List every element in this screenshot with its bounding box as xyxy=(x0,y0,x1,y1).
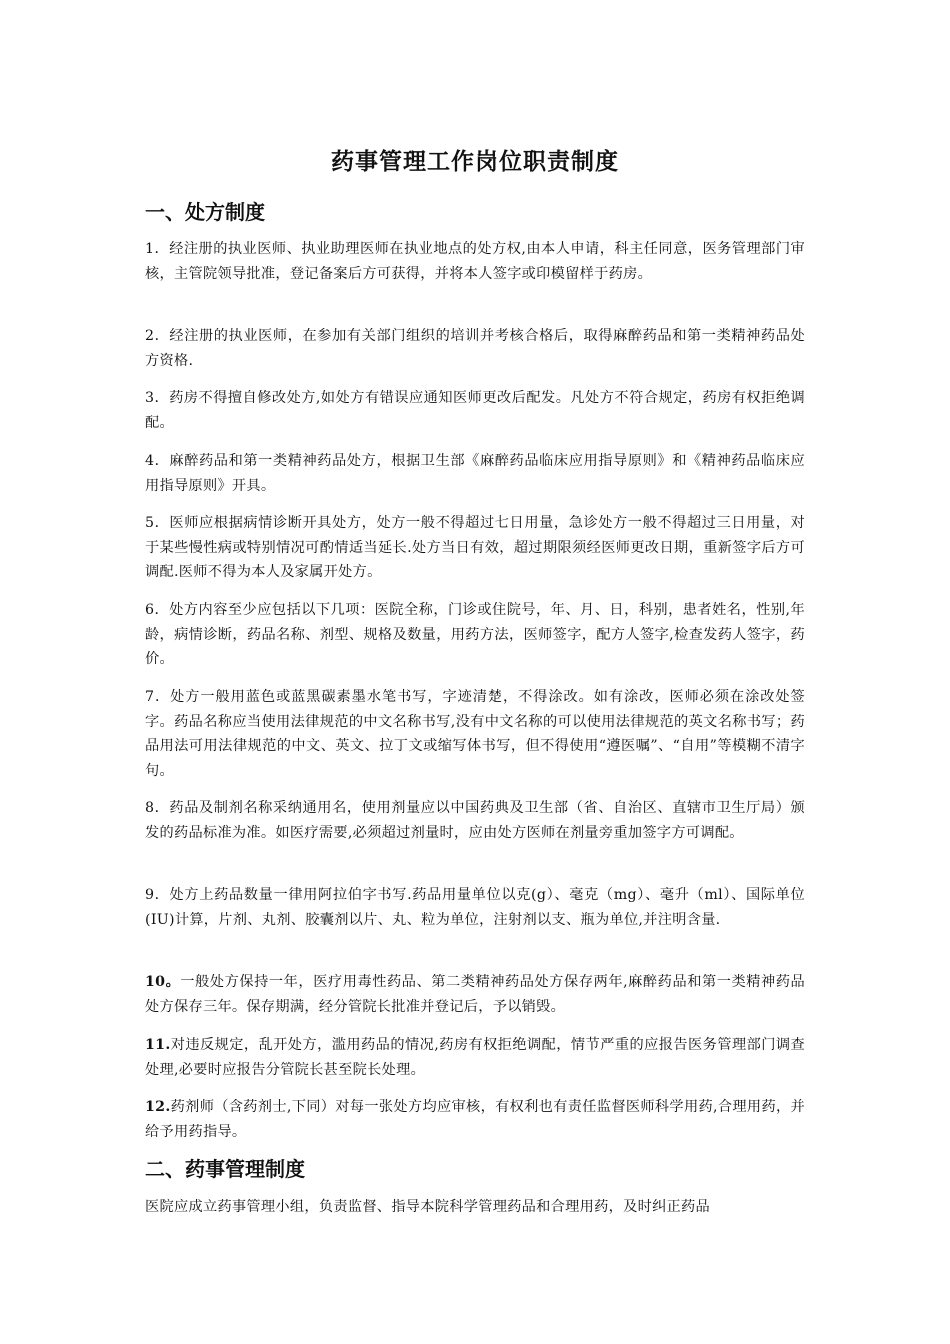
paragraph-item-5 xyxy=(145,511,805,585)
item-number: 3． xyxy=(145,390,170,406)
paragraph-item-7 xyxy=(145,685,805,783)
paragraph-intro: 医院应成立药事管理小组，负责监督、指导本院科学管理药品和合理用药，及时纠正药品 xyxy=(145,1199,711,1215)
item-number: 8． xyxy=(145,800,170,816)
item-text: 对违反规定，乱开处方，滥用药品的情况,药房有权拒绝调配，情节严重的应报告医务管理部门调查处理,必要时应报告分管院长甚至院长处理。 xyxy=(145,1037,805,1078)
item-number: 12. xyxy=(145,1099,171,1115)
paragraph-item-1 xyxy=(145,237,805,286)
section-heading-pharmacy-management: 二、药事管理制度 xyxy=(145,1157,305,1181)
item-number: 7． xyxy=(145,689,171,705)
item-number: 9． xyxy=(145,887,170,903)
item-text: 药剂师（含药剂士,下同）对每一张处方均应审核，有权利也有责任监督医师科学用药,合理用药，并给予用药指导。 xyxy=(145,1099,805,1140)
paragraph-item-8 xyxy=(145,796,805,845)
item-text: 药房不得擅自修改处方,如处方有错误应通知医师更改后配发。凡处方不符合规定，药房有权拒绝调配。 xyxy=(145,390,805,431)
item-text: 处方一般用蓝色或蓝黑碳素墨水笔书写，字迹清楚，不得涂改。如有涂改，医师必须在涂改处签字。药品名称应当使用法律规范的中文名称书写,没有中文名称的可以使用法律规范的英文名称书写；药品用法可用法律规范的中文、英文、拉丁文或缩写体书写，但不得使用“遵医嘱”、“自用”等模糊不清字句。 xyxy=(145,689,805,779)
paragraph-item-10 xyxy=(145,970,805,1019)
item-text: 药品及制剂名称采纳通用名，使用剂量应以中国药典及卫生部（省、自治区、直辖市卫生厅局）颁发的药品标准为准。如医疗需要,必须超过剂量时，应由处方医师在剂量旁重加签字方可调配。 xyxy=(145,800,805,841)
paragraph-item-4 xyxy=(145,449,805,498)
paragraph-item-11 xyxy=(145,1033,805,1082)
item-number: 6． xyxy=(145,602,170,618)
document-title: 药事管理工作岗位职责制度 xyxy=(331,149,619,175)
item-text: 处方上药品数量一律用阿拉伯字书写.药品用量单位以克(g）、毫克（mg）、毫升（ml）、国际单位(IU)计算，片剂、丸剂、胶囊剂以片、丸、粒为单位，注射剂以支、瓶为单位,并注明含量. xyxy=(145,887,805,928)
item-number: 11. xyxy=(145,1037,171,1053)
item-text: 处方内容至少应包括以下几项：医院全称，门诊或住院号，年、月、日，科别，患者姓名，性别,年龄，病情诊断，药品名称、剂型、规格及数量，用药方法，医师签字，配方人签字,检查发药人签字，药价。 xyxy=(145,602,805,667)
item-text: 经注册的执业医师，在参加有关部门组织的培训并考核合格后，取得麻醉药品和第一类精神药品处方资格. xyxy=(145,328,805,369)
item-text: 一般处方保持一年，医疗用毒性药品、第二类精神药品处方保存两年,麻醉药品和第一类精神药品处方保存三年。保存期满，经分管院长批准并登记后，予以销毁。 xyxy=(145,974,805,1015)
paragraph-item-9 xyxy=(145,883,805,932)
item-number: 2． xyxy=(145,328,170,344)
item-number: 10。 xyxy=(145,974,181,990)
item-number: 4． xyxy=(145,453,170,469)
paragraph-item-2 xyxy=(145,324,805,373)
item-text: 经注册的执业医师、执业助理医师在执业地点的处方权,由本人申请，科主任同意，医务管理部门审核，主管院领导批准，登记备案后方可获得，并将本人签字或印模留样于药房。 xyxy=(145,241,805,282)
section-heading-prescription: 一、处方制度 xyxy=(145,200,265,224)
paragraph-item-12 xyxy=(145,1095,805,1144)
item-number: 1． xyxy=(145,241,170,257)
item-text: 医师应根据病情诊断开具处方，处方一般不得超过七日用量，急诊处方一般不得超过三日用量，对于某些慢性病或特别情况可酌情适当延长.处方当日有效，超过期限须经医师更改日期，重新签字后方可调配.医师不得为本人及家属开处方。 xyxy=(145,515,805,580)
item-text: 麻醉药品和第一类精神药品处方，根据卫生部《麻醉药品临床应用指导原则》和《精神药品临床应用指导原则》开具。 xyxy=(145,453,805,494)
item-number: 5． xyxy=(145,515,170,531)
paragraph-item-3 xyxy=(145,386,805,435)
paragraph-item-6 xyxy=(145,598,805,672)
